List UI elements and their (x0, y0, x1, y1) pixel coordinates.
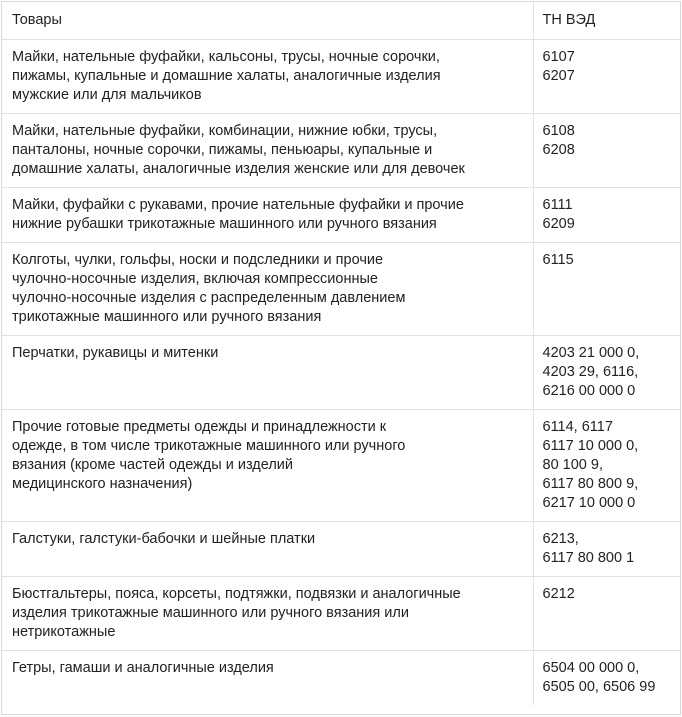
goods-cell: Перчатки, рукавицы и митенки (2, 336, 533, 410)
code-cell: 6115 (533, 243, 680, 336)
code-cell: 4203 21 000 0, 4203 29, 6116, 6216 00 000 0 (533, 336, 680, 410)
table-row (2, 522, 680, 577)
code-cell: 6213, 6117 80 800 1 (533, 522, 680, 577)
header-code: ТН ВЭД (533, 2, 680, 40)
table-row (2, 40, 680, 114)
goods-cell: Галстуки, галстуки-бабочки и шейные платки (2, 522, 533, 577)
code-cell: 6114, 6117 6117 10 000 0, 80 100 9, 6117 80 800 9, 6217 10 000 0 (533, 410, 680, 522)
goods-cell: Гетры, гамаши и аналогичные изделия (2, 651, 533, 706)
table-row (2, 243, 680, 336)
goods-cell: Бюстгальтеры, пояса, корсеты, подтяжки, подвязки и аналогичные изделия трикотажные машинного или ручного вязания или нетрикотажные (2, 577, 533, 651)
code-cell: 6212 (533, 577, 680, 651)
table-row (2, 188, 680, 243)
goods-cell: Майки, нательные фуфайки, комбинации, нижние юбки, трусы, панталоны, ночные сорочки, пижамы, пеньюары, купальные и домашние халаты, аналогичные изделия женские или для девочек (2, 114, 533, 188)
table-row (2, 114, 680, 188)
goods-cell: Колготы, чулки, гольфы, носки и подследники и прочие чулочно-носочные изделия, включая компрессионные чулочно-носочные изделия с распределенным давлением трикотажные машинного или ручного вязания (2, 243, 533, 336)
table-row (2, 651, 680, 706)
code-cell: 6108 6208 (533, 114, 680, 188)
goods-cell: Майки, фуфайки с рукавами, прочие нательные фуфайки и прочие нижние рубашки трикотажные машинного или ручного вязания (2, 188, 533, 243)
table-row (2, 577, 680, 651)
goods-code-table-container (1, 1, 681, 715)
table-row (2, 410, 680, 522)
goods-cell: Майки, нательные фуфайки, кальсоны, трусы, ночные сорочки, пижамы, купальные и домашние халаты, аналогичные изделия мужские или для мальчиков (2, 40, 533, 114)
code-cell: 6107 6207 (533, 40, 680, 114)
code-cell: 6504 00 000 0, 6505 00, 6506 99 (533, 651, 680, 706)
table-header-row (2, 2, 680, 40)
table-row (2, 336, 680, 410)
code-cell: 6111 6209 (533, 188, 680, 243)
goods-code-table (2, 2, 680, 705)
goods-cell: Прочие готовые предметы одежды и принадлежности к одежде, в том числе трикотажные машинного или ручного вязания (кроме частей одежды и изделий медицинского назначения) (2, 410, 533, 522)
header-goods: Товары (2, 2, 533, 40)
